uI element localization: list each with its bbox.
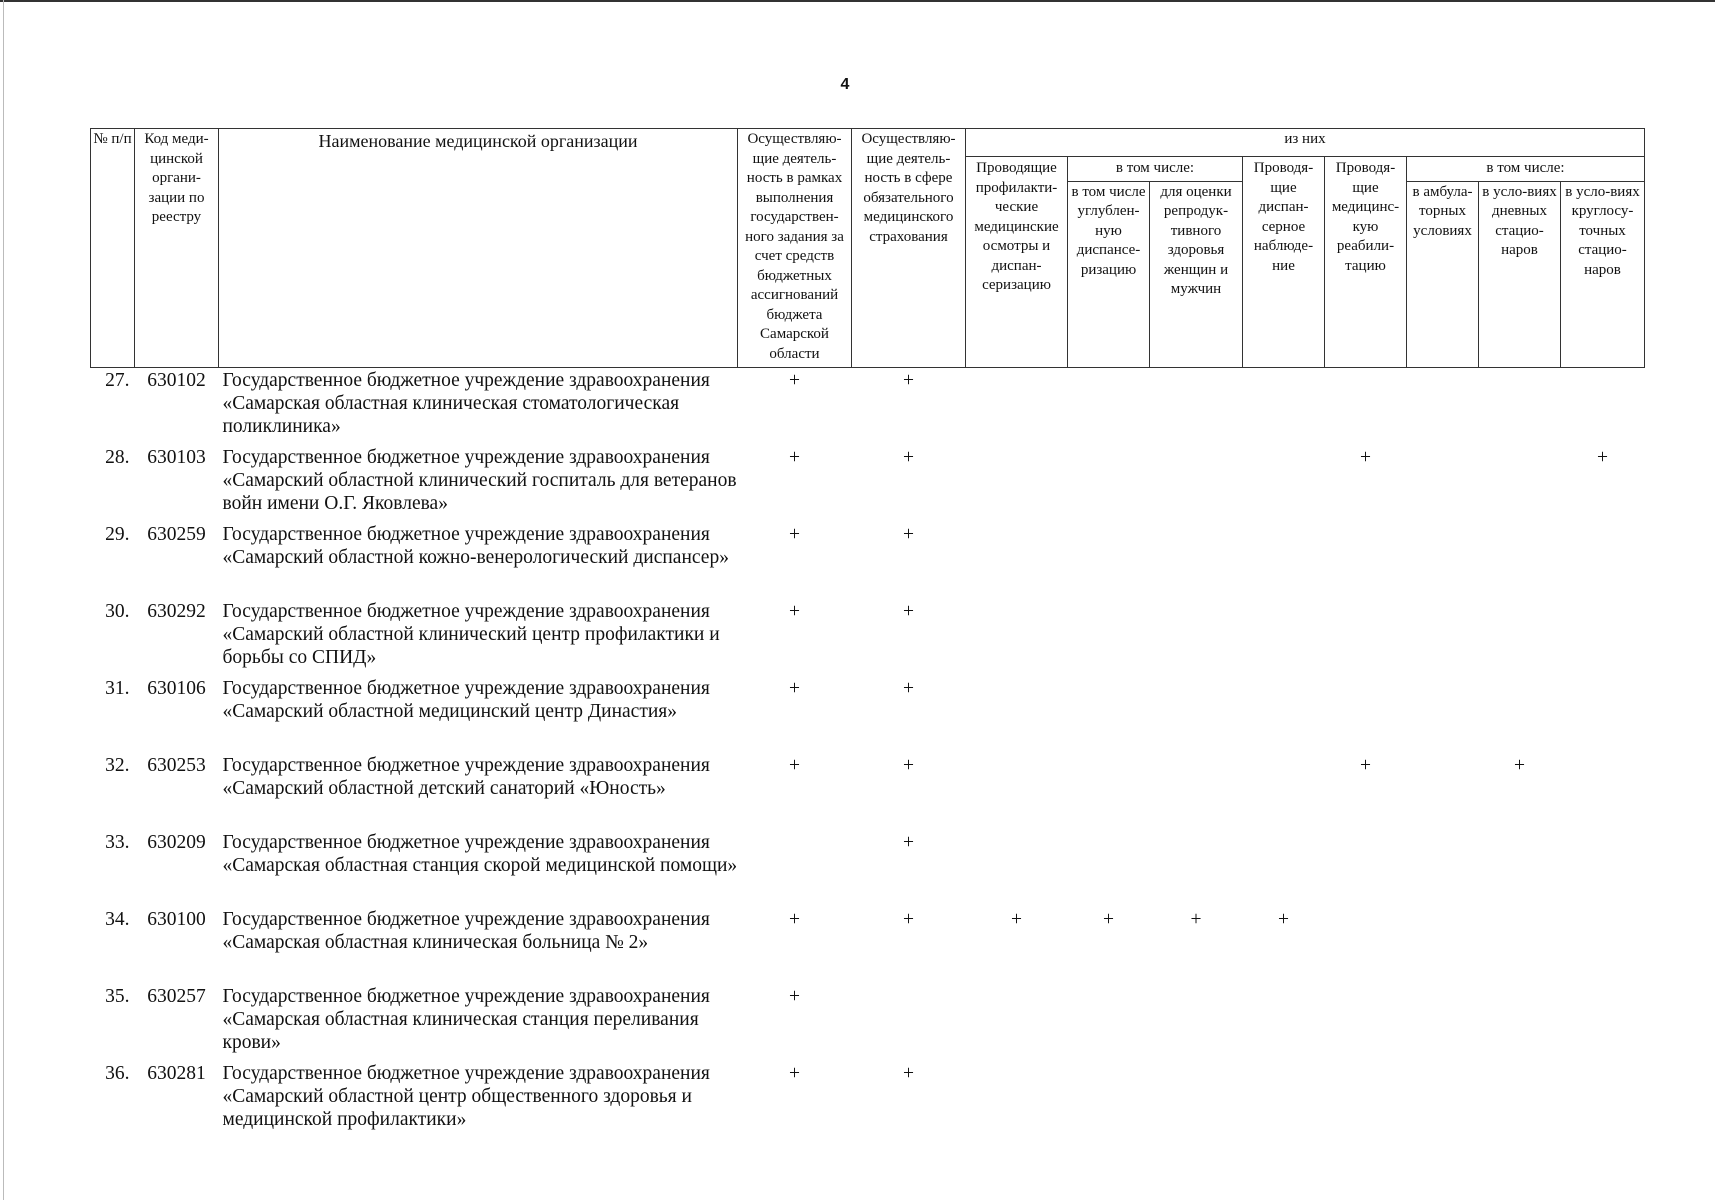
row-number: 29. [105,523,130,545]
mark-dispensary [1243,754,1325,831]
mark-state-task: + [789,677,800,699]
header-including-2: в том числе: [1407,157,1645,182]
mark-rehabilitation [1325,677,1407,754]
mark-oms: + [903,600,914,622]
mark-rehabilitation: + [1360,754,1371,776]
table-row [91,677,1645,754]
mark-reproductive [1150,600,1243,677]
header-dispensary: Проводя-щие диспан-серное наблюде-ние [1243,157,1325,368]
mark-round-clock-hospital [1561,985,1645,1062]
mark-reproductive [1150,367,1243,446]
header-outpatient: в амбула-торных условиях [1407,181,1479,367]
mark-dispensary [1243,367,1325,446]
row-name: Государственное бюджетное учреждение здравоохранения «Самарская областная клиническая станция переливания крови» [222,985,710,1053]
mark-preventive [966,446,1068,523]
row-name: Государственное бюджетное учреждение здравоохранения «Самарская областная клиническая больница № 2» [222,908,710,953]
row-number: 30. [105,600,130,622]
header-of-them: из них [966,129,1645,157]
mark-day-hospital [1479,831,1561,908]
header-day-hospital: в усло-виях дневных стацио-наров [1479,181,1561,367]
row-code: 630259 [147,523,206,545]
mark-reproductive [1150,1062,1243,1139]
table-row [91,600,1645,677]
row-name: Государственное бюджетное учреждение здравоохранения «Самарский областной клинический госпиталь для ветеранов войн имени О.Г. Яковлева» [222,446,737,514]
header-including-1: в том числе: [1068,157,1243,182]
mark-day-hospital [1479,908,1561,985]
mark-dispensary [1243,985,1325,1062]
mark-outpatient [1407,754,1479,831]
mark-round-clock-hospital [1561,600,1645,677]
row-code: 630209 [147,831,206,853]
row-code: 630292 [147,600,206,622]
mark-oms [852,985,966,1062]
header-code: Код меди-цинской органи-зации по реестру [135,129,219,368]
mark-reproductive [1150,985,1243,1062]
mark-state-task: + [789,908,800,930]
row-number: 35. [105,985,130,1007]
table-row [91,754,1645,831]
table-row [91,1062,1645,1139]
mark-outpatient [1407,908,1479,985]
mark-round-clock-hospital: + [1597,446,1608,468]
mark-rehabilitation [1325,908,1407,985]
mark-preventive [966,600,1068,677]
mark-deep-dispensary [1068,367,1150,446]
table-row [91,367,1645,446]
mark-deep-dispensary [1068,446,1150,523]
header-deep-dispensary: в том числе углублен-ную диспансе-ризацию [1068,181,1150,367]
row-code: 630103 [147,446,206,468]
mark-state-task: + [789,369,800,391]
mark-day-hospital [1479,523,1561,600]
row-name: Государственное бюджетное учреждение здравоохранения «Самарский областной центр общественного здоровья и медицинской профилактики» [222,1062,710,1130]
mark-day-hospital [1479,446,1561,523]
mark-state-task: + [789,985,800,1007]
mark-day-hospital [1479,677,1561,754]
mark-outpatient [1407,985,1479,1062]
mark-state-task: + [789,754,800,776]
mark-dispensary [1243,600,1325,677]
mark-outpatient [1407,600,1479,677]
mark-oms: + [903,446,914,468]
mark-deep-dispensary [1068,523,1150,600]
mark-reproductive [1150,523,1243,600]
mark-state-task: + [789,1062,800,1084]
mark-dispensary [1243,1062,1325,1139]
row-code: 630253 [147,754,206,776]
mark-dispensary [1243,523,1325,600]
mark-rehabilitation [1325,831,1407,908]
row-name: Государственное бюджетное учреждение здравоохранения «Самарский областной детский санаторий «Юность» [222,754,710,799]
mark-oms: + [903,677,914,699]
header-rehabilitation: Проводя-щие медицинс-кую реабили-тацию [1325,157,1407,368]
mark-round-clock-hospital [1561,677,1645,754]
row-code: 630281 [147,1062,206,1084]
mark-outpatient [1407,446,1479,523]
row-name: Государственное бюджетное учреждение здравоохранения «Самарская областная станция скорой медицинской помощи» [222,831,738,876]
row-code: 630106 [147,677,206,699]
mark-reproductive [1150,446,1243,523]
table-row [91,985,1645,1062]
mark-dispensary [1243,446,1325,523]
mark-oms: + [903,908,914,930]
table-row [91,523,1645,600]
row-number: 28. [105,446,130,468]
header-round-clock-hospital: в усло-виях круглосу-точных стацио-наров [1561,181,1645,367]
header-preventive: Проводящие профилакти-ческие медицинские осмотры и диспан-серизацию [966,157,1068,368]
row-code: 630100 [147,908,206,930]
row-number: 34. [105,908,130,930]
mark-preventive: + [1011,908,1022,930]
mark-rehabilitation [1325,1062,1407,1139]
mark-rehabilitation [1325,985,1407,1062]
mark-preventive [966,677,1068,754]
header-state-task: Осуществляю-щие деятель-ность в рамках выполнения государствен-ного задания за счет средств бюджетных ассигнований бюджета Самарской области [738,129,852,368]
mark-reproductive [1150,831,1243,908]
table-body [91,367,1645,1139]
row-name: Государственное бюджетное учреждение здравоохранения «Самарский областной медицинский центр Династия» [222,677,710,722]
page-number: 4 [840,76,850,93]
mark-day-hospital: + [1514,754,1525,776]
mark-oms: + [903,754,914,776]
mark-round-clock-hospital [1561,831,1645,908]
mark-deep-dispensary [1068,754,1150,831]
mark-reproductive [1150,754,1243,831]
mark-deep-dispensary [1068,1062,1150,1139]
mark-rehabilitation [1325,600,1407,677]
header-reproductive: для оценки репродук-тивного здоровья женщин и мужчин [1150,181,1243,367]
mark-day-hospital [1479,985,1561,1062]
header-num: № п/п [91,129,135,368]
header-oms: Осуществляю-щие деятель-ность в сфере обязательного медицинского страхования [852,129,966,368]
mark-day-hospital [1479,600,1561,677]
mark-deep-dispensary [1068,677,1150,754]
mark-dispensary [1243,831,1325,908]
mark-round-clock-hospital [1561,367,1645,446]
mark-rehabilitation: + [1360,446,1371,468]
mark-preventive [966,523,1068,600]
mark-day-hospital [1479,1062,1561,1139]
mark-preventive [966,831,1068,908]
mark-oms: + [903,831,914,853]
mark-outpatient [1407,831,1479,908]
mark-oms: + [903,1062,914,1084]
mark-deep-dispensary [1068,600,1150,677]
mark-oms: + [903,523,914,545]
mark-rehabilitation [1325,367,1407,446]
header-name: Наименование медицинской организации [219,129,738,368]
row-name: Государственное бюджетное учреждение здравоохранения «Самарская областная клиническая стоматологическая поликлиника» [222,369,710,437]
mark-state-task: + [789,523,800,545]
mark-dispensary [1243,677,1325,754]
mark-oms: + [903,369,914,391]
mark-outpatient [1407,1062,1479,1139]
row-code: 630102 [147,369,206,391]
mark-preventive [966,754,1068,831]
mark-preventive [966,367,1068,446]
row-number: 31. [105,677,130,699]
mark-state-task [738,831,852,908]
row-number: 33. [105,831,130,853]
mark-day-hospital [1479,367,1561,446]
mark-round-clock-hospital [1561,1062,1645,1139]
page-top-rule [0,0,1715,2]
mark-dispensary: + [1278,908,1289,930]
mark-outpatient [1407,523,1479,600]
row-code: 630257 [147,985,206,1007]
mark-preventive [966,1062,1068,1139]
mark-round-clock-hospital [1561,754,1645,831]
mark-reproductive [1150,677,1243,754]
mark-state-task: + [789,446,800,468]
row-name: Государственное бюджетное учреждение здравоохранения «Самарский областной кожно-венерологический диспансер» [222,523,729,568]
row-name: Государственное бюджетное учреждение здравоохранения «Самарский областной клинический центр профилактики и борьбы со СПИД» [222,600,720,668]
row-number: 32. [105,754,130,776]
mark-outpatient [1407,367,1479,446]
mark-deep-dispensary [1068,831,1150,908]
mark-deep-dispensary [1068,985,1150,1062]
row-number: 36. [105,1062,130,1084]
mark-reproductive: + [1190,908,1202,930]
medical-organizations-table [90,128,1645,1139]
table-header [91,129,1645,368]
table-row [91,446,1645,523]
mark-rehabilitation [1325,523,1407,600]
table-row [91,908,1645,985]
mark-outpatient [1407,677,1479,754]
mark-preventive [966,985,1068,1062]
mark-round-clock-hospital [1561,523,1645,600]
row-number: 27. [105,369,130,391]
mark-state-task: + [789,600,800,622]
mark-deep-dispensary: + [1103,908,1114,930]
page-left-edge [3,0,4,1200]
mark-round-clock-hospital [1561,908,1645,985]
table-row [91,831,1645,908]
